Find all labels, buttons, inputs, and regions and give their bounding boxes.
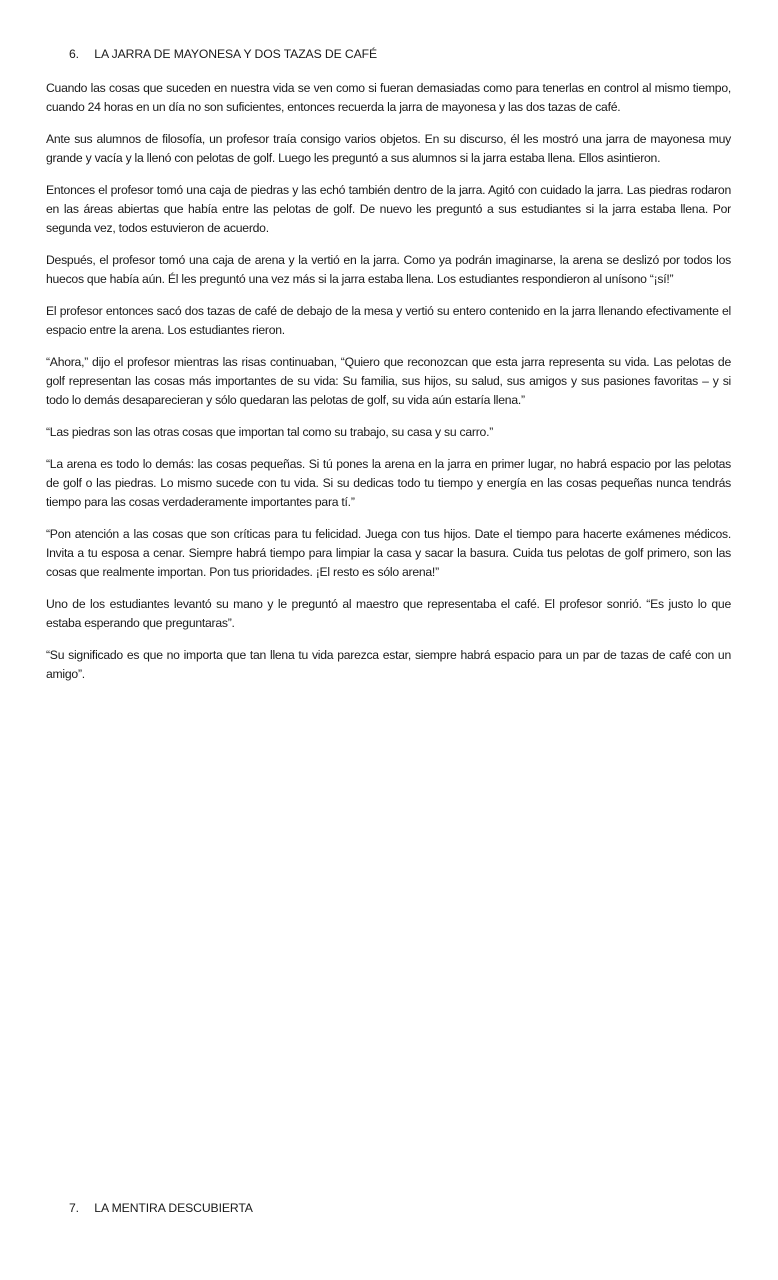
paragraph: “Ahora,” dijo el profesor mientras las risas continuaban, “Quiero que reconozcan que esta jarra representa su vida. Las pelotas de golf representan las cosas más importantes de su vida: Su familia, sus hijos, su salud, sus amigos y sus pasiones favoritas – y si todo lo demás desaparecieran y sólo quedaran las pelotas de golf, su vida aún estaría llena.” <box>46 355 731 407</box>
paragraph: Cuando las cosas que suceden en nuestra vida se ven como si fueran demasiadas como para tenerlas en control al mismo tiempo, cuando 24 horas en un día no son suficientes, entonces recuerda la jarra de mayonesa y las dos tazas de café. <box>46 81 731 114</box>
paragraph: Uno de los estudiantes levantó su mano y le preguntó al maestro que representaba el café. El profesor sonrió. “Es justo lo que estaba esperando que preguntaras”. <box>46 597 731 630</box>
section-heading-6 <box>69 46 377 62</box>
section-title: LA MENTIRA DESCUBIERTA <box>94 1201 253 1215</box>
paragraph: “Las piedras son las otras cosas que importan tal como su trabajo, su casa y su carro.” <box>46 425 494 439</box>
section-number: 7. <box>69 1201 79 1215</box>
section-number: 6. <box>69 47 79 61</box>
paragraph: Entonces el profesor tomó una caja de piedras y las echó también dentro de la jarra. Agitó con cuidado la jarra. Las piedras rodaron en las áreas abiertas que había entre las pelotas de golf. De nuevo les preguntó a sus estudiantes si la jarra estaba llena. Por segunda vez, todos estuvieron de acuerdo. <box>46 183 731 235</box>
paragraph: “Pon atención a las cosas que son críticas para tu felicidad. Juega con tus hijos. Date el tiempo para hacerte exámenes médicos. Invita a tu esposa a cenar. Siempre habrá tiempo para limpiar la casa y sacar la basura. Cuida tus pelotas de golf primero, son las cosas que realmente importan. Pon tus prioridades. ¡El resto es sólo arena!” <box>46 527 731 579</box>
section-body-6 <box>46 79 731 697</box>
section-title: LA JARRA DE MAYONESA Y DOS TAZAS DE CAFÉ <box>94 47 378 61</box>
section-heading-7 <box>69 1200 253 1216</box>
paragraph: “La arena es todo lo demás: las cosas pequeñas. Si tú pones la arena en la jarra en primer lugar, no habrá espacio por las pelotas de golf o las piedras. Lo mismo sucede con tu vida. Si su dedicas todo tu tiempo y energía en las cosas pequeñas nunca tendrás tiempo para las cosas verdaderamente importantes para tí.” <box>46 457 731 509</box>
paragraph: “Su significado es que no importa que tan llena tu vida parezca estar, siempre habrá espacio para un par de tazas de café con un amigo”. <box>46 648 731 681</box>
paragraph: El profesor entonces sacó dos tazas de café de debajo de la mesa y vertió su entero contenido en la jarra llenando efectivamente el espacio entre la arena. Los estudiantes rieron. <box>46 304 731 337</box>
paragraph: Ante sus alumnos de filosofía, un profesor traía consigo varios objetos. En su discurso, él les mostró una jarra de mayonesa muy grande y vacía y la llenó con pelotas de golf. Luego les preguntó a sus alumnos si la jarra estaba llena. Ellos asintieron. <box>46 132 731 165</box>
paragraph: Después, el profesor tomó una caja de arena y la vertió en la jarra. Como ya podrán imaginarse, la arena se deslizó por todos los huecos que había aún. Él les preguntó una vez más si la jarra estaba llena. Los estudiantes respondieron al unísono “¡sí!” <box>46 253 731 286</box>
